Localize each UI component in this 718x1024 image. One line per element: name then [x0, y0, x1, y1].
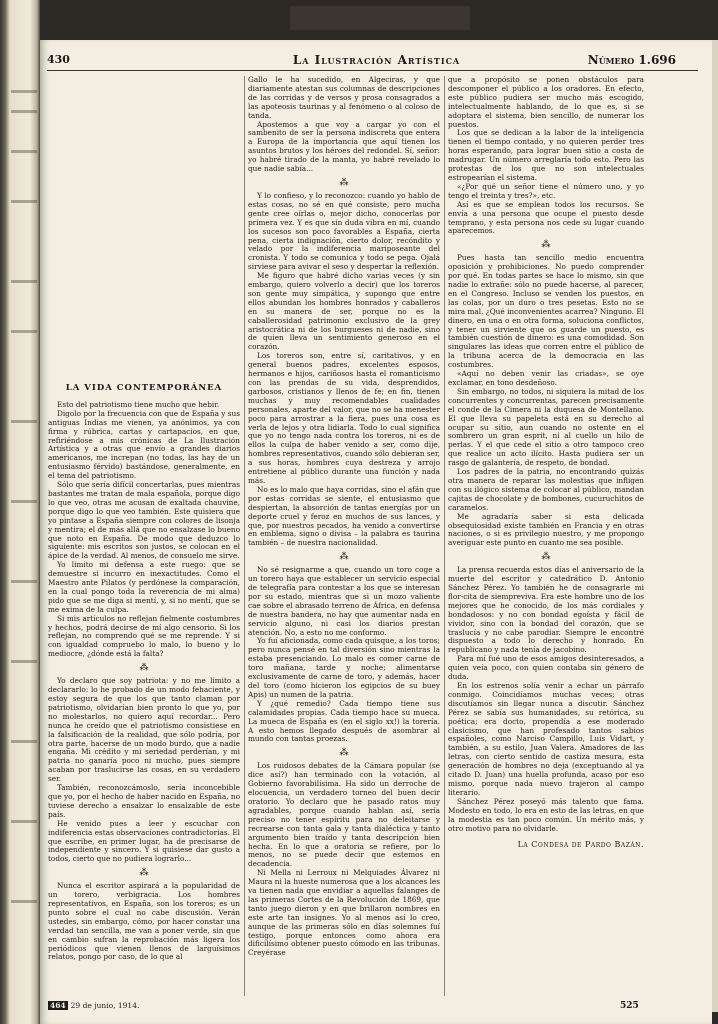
- ornament-separator: ⁂: [339, 748, 349, 759]
- paragraph: Me agradaría saber si esta delicada obsequiosidad existe también en Francia y en otras naciones, o si es privilegio nuestro, y me propongo averiguar este punto en cuanto me sea posible.: [448, 511, 644, 548]
- issue-number: Número 1.696: [587, 53, 676, 67]
- section-title: LA VIDA CONTEMPORÁNEA: [65, 383, 223, 393]
- paragraph: Digolo por la frecuencia con que de España y sus antiguas Indias me vienen, ya anónimos, ya con firma y rúbrica, cartas y cartapacios, en que, refiriéndose a mis crónicas de La Ilustración Artística y a otras que envío a grandes diarios americanos, me increpan (no todas, las hay de un entusiasmo férvido) bastándose, generalmente, en el tema del patriotismo.: [48, 408, 240, 481]
- scanner-plate: [290, 6, 470, 30]
- ornament-separator: ⁂: [139, 663, 149, 674]
- ornament-separator: ⁂: [139, 868, 149, 879]
- paragraph: Así es que se emplean todos los recursos. Se envía a una persona que ocupe el puesto desde temprano, y esta persona nos cede su lugar cuando aparecemos.: [448, 199, 644, 236]
- page-number-left: 430: [47, 53, 70, 66]
- footer-page-number: 464: [50, 1001, 66, 1010]
- paragraph: Sánchez Pérez poseyó más talento que fama. Modesto en todo, lo era en esto de las letras, en que la modestia es tan poco común. Un mérito más, y otro motivo para no olvidarle.: [448, 796, 644, 833]
- ornament-separator: ⁂: [541, 240, 551, 251]
- paragraph: Los ruidosos debates de la Cámara popular (se dice así?) han terminado con la votación, al Gobierno favorabilísima. Ha sido un derroche de elocuencia, un verdadero torneo del buen decir oratorio. Yo declaro que he pasado ratos muy agradables, porque cuando hablan así, sería preciso no tener espíritu para no deleitarse y recrearse con tanta gala y tanta dialéctica y tanto argumento bien traído y tanta descripción bien hecha. En lo que a oratoria se refiere, por lo menos, no se puede decir que estemos en decadencia.: [248, 761, 440, 869]
- column-3: [448, 76, 644, 996]
- ornament-separator: ⁂: [339, 177, 349, 188]
- author-signature: La Condesa de Pardo Bazán.: [517, 840, 644, 850]
- footer-page-number-right: 525: [620, 1001, 639, 1011]
- paragraph: «Aquí no deben venir las criadas», se oye exclamar, en tono desdeñoso.: [448, 369, 644, 387]
- footer-date: 29 de junio, 1914.: [70, 1001, 140, 1010]
- paragraph: He venido pues a leer y escuchar con indiferencia estas observaciones contradictorias. El que escribe, en primer lugar, ha de precisarse de independiente y sincero. Y si quisiese dar gusto a todos, cierto que no pudiera lograrlo...: [48, 818, 240, 864]
- footer-left: [48, 1001, 139, 1010]
- column-divider: [444, 76, 445, 996]
- publication-title: La Ilustración Artística: [292, 53, 461, 67]
- header-rule: [47, 70, 698, 71]
- paragraph: Sin embargo, no todos, ni siquiera la mitad de los concurrentes y concurrentas, parecen precisamente el conde de la Cimera ni la duquesa de Montellano. El que lleva su papeleta está en su derecho al ocupar su sitio, aun cuando no ostente en el sombrero un gran esprit, ni al cuello un hilo de perlas. Y el que cede el sitio a otro tampoco creo que realice un acto ilícito. Hasta pudiera ser un rasgo de galantería, de respeto, de bondad.: [448, 386, 644, 468]
- column-1: [48, 372, 240, 997]
- paragraph: No es lo malo que haya corridas, sino el afán que por estas corridas se siente, el entusiasmo que despiertan, la absorción de tantas energías por un deporte cruel y feroz en muchos de sus lances, y que, por nuestros pecados, ha venido a convertirse en emblema, signo o divisa – la palabra es taurina también – de nuestra nacionalidad.: [248, 484, 440, 548]
- paragraph: Para mí fué uno de esos amigos desinteresados, a quien veía poco, con quien contaba sin género de duda.: [448, 654, 644, 682]
- paragraph: Y lo confieso, y lo reconozco: cuando yo hablo de estas cosas, no sé en qué consiste, pero mucha gente cree oírlas o, mejor dicho, conocerlas por primera vez. Y es que sin duda vibra en mí, cuando los sucesos son poco favorables a España, cierta pena, cierta indignación, cierto dolor, recóndito y velado por la indiferencia mariposeante del cronista. Y todo se comunica y todo se pega. Ojalá sirviese para avivar el seso y despertar la reflexión.: [248, 190, 440, 272]
- column-divider: [244, 76, 245, 996]
- paragraph: Apostemos a que voy a cargar yo con el sambenito de ser la persona indiscreta que entera a Europa de la importancia que aquí tienen los asuntos brutos y los héroes del redondel. Sí, señor: yo habré tirado de la manta, yo habré revelado lo que nadie sabía...: [248, 119, 440, 174]
- paragraph: «¿Por qué un señor tiene el número uno, y yo tengo el treinta y tres?», etc.: [448, 181, 644, 200]
- facing-page-edge: [0, 0, 40, 1024]
- paragraph: Gallo le ha sucedido, en Algeciras, y que diariamente atestan sus columnas de descripciones de las corridas y de versos y prosa consagrados a las apoteosis taurinas y al fenómeno o al coloso de tanda.: [248, 76, 440, 120]
- paragraph: Ni Mella ni Lerroux ni Melquiades Álvarez ni Maura ni la hueste numerosa que a los alcances les va tienen nada que envidiar a aquellas falanges de las primeras Cortes de la Revolución de 1869, que tanto juego dieron y en que brillaron nombres en este arte tan insignes. Yo al menos así lo creo, aunque de las primeras sólo en días solemnes fuí testigo, porque entonces como ahora era dificilísimo obtener puesto cómodo en las tribunas. Creyérase: [248, 868, 440, 958]
- paragraph: Los que se dedican a la labor de la inteligencia tienen el tiempo contado, y no quieren perder tres horas esperando, para lograr buen sitio a costa de madrugar. Un número arreglaría todo esto. Pero las protestas de los que no son intelectuales estropearían el sistema.: [448, 128, 644, 182]
- ornament-separator: ⁂: [541, 552, 551, 563]
- paragraph: Los toreros son, entre sí, caritativos, y en general buenos padres, excelentes esposos, hermanos e hijos, cariñosos hasta el romanticismo con las prendas de su vida, desprendidos, garbosos, cristianos y llenos de fe; en fin, tienen muchas y muy recomendables cualidades personales, aparte del valor, que no se ha menester poco para arrostrar a la fiera, pues una cosa es verla de lejos y otra lidiarla. Todo lo cual significa que yo no tengo nada contra los toreros, ni es de ellos la culpa de haber venido a ser, como dije, hombres representativos, cuando sólo debieran ser, a sus horas, hombres cuya destreza y arrojo entretiene al público durante una función y nada más.: [248, 351, 440, 485]
- paragraph: Los padres de la patria, no encontrando quizás otra manera de reparar las molestias que infligen con su ilógico sistema de colocar al público, mandan cajitas de chocolate y de bombones, cucuruchitos de caramelos.: [448, 467, 644, 512]
- paragraph: También, reconozcámoslo, sería inconcebible que yo, por el hecho de haber nacido en España, no tuviese derecho a ensalzar lo ensalzable de este país.: [48, 783, 240, 819]
- ornament-separator: ⁂: [339, 552, 349, 563]
- paragraph: Y ¿qué remedio? Cada tiempo tiene sus calamidades propias. Cada tiempo hace su mueca. La mueca de España es (en el siglo xx!) la torería. A esto hemos llegado después de asombrar al mundo con tantas proezas.: [248, 698, 440, 744]
- paragraph: Me figuro que habré dicho varias veces (y sin embargo, quiero volverlo a decir) que los toreros son gente muy simpática, y supongo que entre ellos abundan los hombres honrados y caballeros en su manera de ser, porque no es la caballerosidad patrimonio exclusivo de la grey aristocrática ni de los burgueses ni de nadie, sino de quien lleva un sentimiento generoso en el corazón.: [248, 271, 440, 352]
- column-2: [248, 76, 440, 996]
- paragraph: Yo fuí aficionada, como cada quisque, a los toros; pero nunca pensé en tal diversión sino mientras la estaba presenciando. Lo malo es comer carne de toro mañana, tarde y noche; alimentarse exclusivamente de carne de toro, y además, hacer del toro (como hicieron los egipcios de su buey Apis) un numen de la patria.: [248, 636, 440, 699]
- paragraph: La prensa recuerda estos días el aniversario de la muerte del escritor y catedrático D. Antonio Sánchez Pérez. Yo también he de consagrarle mi flor-cita de siempreviva. Era este hombre uno de los mejores que he conocido, de los más cordiales y bondadosos: y no con bondad egoísta y fácil de vividor, sino con la bondad del corazón, que se traslucía y no cabe parodiar. Siempre le encontré dispuesto a todo lo derecho y honrado. En republicano y nada tenía de jacobino.: [448, 565, 644, 655]
- paragraph: Nunca el escritor aspirará a la popularidad de un torero, verbigracia. Los hombres representativos, en España, son los toreros; es un punto sobre el cual no cabe discusión. Verán ustedes, sin embargo, cómo, por hacer constar una verdad tan sencilla, me van a poner verde, sin que en cambio sufran la reprobación más ligera los periódicos que vienen llenos de larguísimos relatos, pongo por caso, de lo que al: [48, 881, 240, 962]
- paragraph: Si mis artículos no reflejan fielmente costumbres y hechos, podrá decirse de mí algo censorio. Si los reflejan, no comprendo qué se me reprende. Y si con igualdad compruebo lo malo, lo bueno y lo mediocre, ¿dónde está la falta?: [48, 613, 240, 659]
- paragraph: Yo declaro que soy patriota: y no me limito a declararlo: lo he probado de un modo fehaciente, y estoy segura de que los que tanto claman por patriotismo, olvidarían bien pronto lo que yo, por no molestarlos, no quiero aquí recordar... Pero nunca he creído que el patriotismo consistiese en la falsificación de la realidad, que sólo podría, por otra parte, hacerse de un modo burdo, que a nadie engaña. Mi crédito y mi seriedad perderían, y mi patria no ganaría poco ni mucho, pues siempre acaban por traslucirse las cosas, en su verdadero ser.: [48, 676, 240, 784]
- paragraph: Esto del patriotismo tiene mucho que hebir.: [57, 399, 220, 409]
- paragraph: que a propósito se ponen obstáculos para descomponer el público a los oradores. En efecto, este público pudiera ser mucho más escogido, intelectualmente hablando, de lo que es, si se adoptara el sistema, bien sencillo, de numerar los puestos.: [448, 76, 644, 129]
- scanner-background-top: [40, 0, 718, 40]
- paragraph: No sé resignarme a que, cuando un toro coge a un torero haya que establecer un servicio especial de telegrafía para contestar a los que se interesan por su estado, mientras que si un mozo valiente cae sobre el abrasado terreno de África, en defensa de nuestra bandera, no hay que aumentar nada en servicio alguno, ni casi los diarios prestan atención. No, a esto no me conformo.: [248, 565, 440, 637]
- paragraph: Yo limito mi defensa a este ruego: que se demuestre si incurro en inexactitudes. Como el Maestro ante Pilatos (y perdónese la comparación, en la cual pongo toda la reverencia de mi alma) pido que se me diga si mentí, y, si no mentí, que se me exima de la culpa.: [48, 560, 240, 614]
- paragraph: Sólo que sería difícil concertarlas, pues mientras bastantes me tratan de mala española, porque digo lo que veo, otras me acusan de exaltada chauvine, porque digo lo que veo también. Este quisiera que yo pintase a España siempre con colores de lisonja y mentira; el de más allá que no ensalzase lo bueno que noto en España. De modo que deduzco lo siguiente: mis escritos son justos, se colocan en el ápice de la verdad. Al menos, de consuelo me sirve.: [48, 480, 240, 561]
- paragraph: Pues hasta tan sencillo medio encuentra oposición y prohibiciones. No puedo comprender por qué. En todas partes se hace lo mismo, sin que nadie lo extrañe: sólo no puede hacerse, al parecer, en el Congreso. Incluso se venden los puestos, en las colas, por un duro o tres pesetas. Esto no se mira mal. ¿Qué inconvenientes acarrea? Ninguno. El dinero, en una o en otra forma, soluciona conflictos, y tener un sirviente que os guarde un puesto, es también cuestión de dinero: es una comodidad. Son singulares las ideas que corren entre el público de la tribuna acerca de la democracia en las costumbres.: [448, 253, 644, 370]
- page-header: [47, 53, 706, 69]
- paragraph: En los estrenos solía venir a echar un párrafo conmigo. Coincidíamos muchas veces; otras discutíamos sin llegar nunca a discutir. Sánchez Pérez se sabía sus humanidades, su retórica, su poética; era docto, propendía a ese moderado clasicismo, que han profesado tantos sabios españoles, como Narciso Campillo, Luis Vidart, y también, a su estilo, Juan Valera. Amadores de las letras, con cierto sentido de castiza mesura, esta generación de hombres no deja (exceptuando al ya citado D. Juan) una huella profunda, acaso por eso mismo, porque nada nuevo trajeron al campo literario.: [448, 681, 644, 797]
